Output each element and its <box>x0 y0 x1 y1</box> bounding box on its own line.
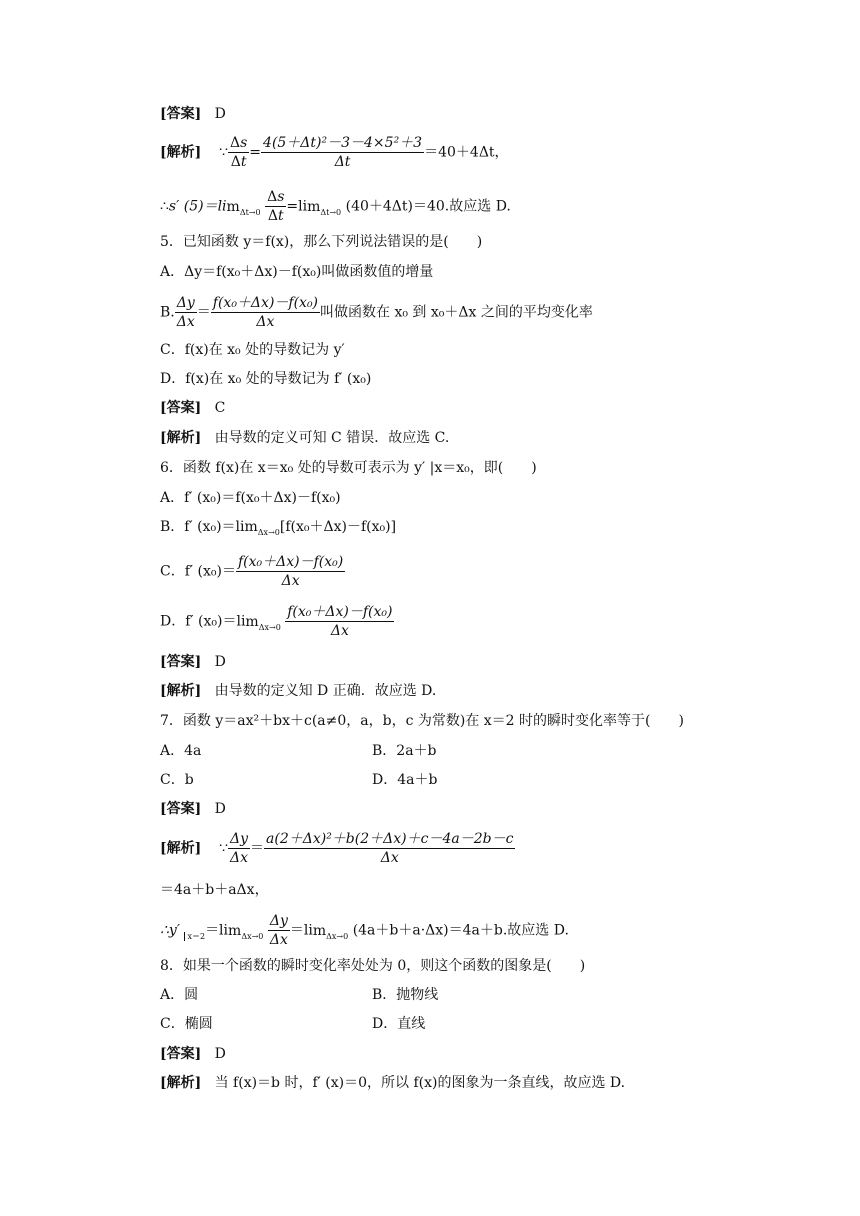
lim-m: m <box>228 922 242 939</box>
q4-analysis-line1 <box>160 134 509 171</box>
lim-subscript: Δt→0 <box>320 207 342 217</box>
analysis-label: [解析] <box>160 1075 202 1091</box>
analysis-label: [解析] <box>160 683 202 699</box>
analysis-label: [解析] <box>160 144 202 161</box>
frac-denominator: Δx <box>229 850 248 866</box>
derivative-symbol: ∴y′ <box>160 922 180 939</box>
q5-option-d: D．f(x)在 x₀ 处的导数记为 f′ (x₀) <box>160 371 372 387</box>
q5-option-c: C．f(x)在 x₀ 处的导数记为 y′ <box>160 342 345 358</box>
fraction-dy-dx <box>175 294 197 331</box>
limit-result: (40＋4Δt)＝40.故应选 D. <box>345 198 511 215</box>
q6-option-c <box>160 553 345 590</box>
q8-option-c: C．椭圆 <box>160 1016 213 1032</box>
lim-m: m <box>226 198 240 215</box>
option-b-start: B．f′ (x₀)＝li <box>160 519 245 535</box>
answer-value: D <box>214 1046 226 1062</box>
lim-m: m <box>307 198 321 215</box>
frac-numerator: 4(5＋Δt)²－3－4×5²＋3 <box>263 135 423 151</box>
equals-sign: = <box>249 144 262 161</box>
lim-li: ＝li <box>289 922 313 939</box>
frac-num-var: s <box>277 189 285 205</box>
frac-numerator: f(x₀＋Δx)－f(x₀) <box>287 604 393 620</box>
answer-value: C <box>214 400 226 416</box>
q8-stem: 8．如果一个函数的瞬时变化率处处为 0，则这个函数的图象是( ) <box>160 958 586 974</box>
equals-sign: ＝ <box>250 840 265 857</box>
lim-m: m <box>245 613 259 630</box>
frac-numerator: Δy <box>229 831 249 847</box>
lim-m: m <box>244 519 258 535</box>
q8-option-b: B．抛物线 <box>372 987 439 1003</box>
q4-analysis-line2: ∴s′ $(5)=\lim_{\Delta t\to 0}$ $\frac{\Delta s}{\Delta t}$ $=\lim_{\Delta t\to 0}$ (40＋4Δt)＝40.故应选 D. <box>160 189 511 224</box>
lim-subscript: Δx→0 <box>241 931 264 941</box>
q8-option-a: A．圆 <box>160 987 199 1003</box>
option-b-text: 叫做函数在 x₀ 到 x₀＋Δx 之间的平均变化率 <box>320 304 593 321</box>
limit-result: (4a＋b＋a·Δx)＝4a＋b.故应选 D. <box>352 922 569 939</box>
equation-result: ＝40＋4Δt， <box>424 144 509 161</box>
frac-denominator: Δx <box>330 623 349 639</box>
frac-num-delta: Δ <box>267 189 278 205</box>
fraction-ds-dt-2 <box>265 188 286 225</box>
therefore-symbol: ∴ <box>160 198 169 215</box>
q7-stem: 7．函数 y＝ax²＋bx＋c(a≠0，a，b，c 为常数)在 x＝2 时的瞬时变化率等于( ) <box>160 713 684 729</box>
evaluation-subscript: x＝2 <box>184 932 205 941</box>
frac-denominator: Δx <box>380 850 399 866</box>
lim-subscript: Δt→0 <box>239 207 261 217</box>
frac-den-delta: Δ <box>267 208 278 224</box>
analysis-text: 当 f(x)＝b 时，f′ (x)＝0，所以 f(x)的图象为一条直线，故应选 D. <box>214 1075 626 1091</box>
q5-option-b <box>160 294 593 331</box>
q7-analysis-line3 <box>160 912 569 949</box>
answer-label: [答案] <box>160 400 202 416</box>
analysis-label: [解析] <box>160 840 202 857</box>
fraction-difference-quotient <box>285 603 394 640</box>
q5-answer-line <box>160 398 225 418</box>
fraction-difference-quotient <box>211 294 320 331</box>
option-d-start: D．f′ (x₀)＝li <box>160 613 246 630</box>
q8-analysis-line <box>160 1073 625 1093</box>
lim-m: m <box>312 922 327 939</box>
answer-label: [答案] <box>160 106 202 122</box>
answer-value: D <box>214 654 226 670</box>
equals-sign: ＝ <box>196 304 211 321</box>
fraction-ds-dt <box>228 134 249 171</box>
q8-answer-line <box>160 1044 226 1064</box>
frac-denominator: Δx <box>256 314 275 330</box>
q6-option-d <box>160 603 394 640</box>
analysis-text: 由导数的定义可知 C 错误．故应选 C. <box>214 430 450 446</box>
q6-option-b <box>160 517 396 539</box>
equals-sign: = <box>286 198 299 215</box>
q7-option-c: C．b <box>160 772 194 788</box>
option-c-start: C．f′ (x₀)＝ <box>160 563 236 580</box>
frac-den-var: t <box>277 208 284 224</box>
frac-den-delta: Δ <box>230 154 241 170</box>
fraction-expression <box>264 830 515 867</box>
frac-numerator: f(x₀＋Δx)－f(x₀) <box>237 554 344 570</box>
answer-label: [答案] <box>160 801 202 817</box>
derivative-expression: s′ (5)＝li <box>168 198 227 215</box>
frac-num-delta: Δ <box>229 135 241 151</box>
frac-numerator: Δy <box>176 295 195 311</box>
q7-option-a: A．4a <box>160 743 202 759</box>
q6-stem: 6．函数 f(x)在 x＝x₀ 处的导数可表示为 y′ |x＝x₀，即( ) <box>160 460 537 476</box>
because-symbol: ∵ <box>219 840 228 857</box>
q7-analysis-line1 <box>160 830 515 867</box>
q6-answer-line <box>160 652 226 672</box>
frac-den-var: t <box>240 154 247 170</box>
q6-option-a: A．f′ (x₀)＝f(x₀＋Δx)－f(x₀) <box>160 490 341 506</box>
fraction-dy-dx <box>228 830 250 867</box>
frac-num-var: s <box>240 135 248 151</box>
analysis-text: 由导数的定义知 D 正确．故应选 D. <box>214 683 437 699</box>
fraction-dy-dx <box>268 912 290 949</box>
frac-numerator: f(x₀＋Δx)－f(x₀) <box>212 295 319 311</box>
lim-subscript: Δx→0 <box>258 622 281 632</box>
answer-label: [答案] <box>160 654 202 670</box>
frac-denominator: Δt <box>334 154 351 170</box>
q7-answer-line <box>160 799 226 819</box>
q7-analysis-line2: ＝4a＋b＋aΔx， <box>160 882 269 898</box>
answer-value: D <box>214 106 226 122</box>
q6-analysis-line <box>160 681 436 701</box>
lim-li: ＝li <box>205 922 229 939</box>
lim-subscript: Δx→0 <box>257 528 280 537</box>
frac-denominator: Δx <box>176 314 195 330</box>
option-b-prefix: B. <box>160 304 175 321</box>
frac-denominator: Δx <box>281 573 300 589</box>
answer-label: [答案] <box>160 1046 202 1062</box>
frac-numerator: a(2＋Δx)²＋b(2＋Δx)＋c－4a－2b－c <box>266 831 514 847</box>
q7-option-d: D．4a＋b <box>372 772 438 788</box>
fraction-expression <box>261 134 424 171</box>
q4-answer-line <box>160 104 226 124</box>
frac-denominator: Δx <box>269 932 288 948</box>
option-b-end: [f(x₀＋Δx)－f(x₀)] <box>279 519 397 535</box>
because-symbol: ∵ <box>219 144 228 161</box>
q7-option-b: B．2a＋b <box>372 743 437 759</box>
q5-stem: 5．已知函数 y＝f(x)，那么下列说法错误的是( ) <box>160 234 483 250</box>
analysis-label: [解析] <box>160 430 202 446</box>
q8-option-d: D．直线 <box>372 1016 426 1032</box>
fraction-difference-quotient <box>236 553 345 590</box>
q5-analysis-line <box>160 428 449 448</box>
lim-subscript: Δx→0 <box>326 931 349 941</box>
q5-option-a: A．Δy＝f(x₀＋Δx)－f(x₀)叫做函数值的增量 <box>160 264 434 280</box>
frac-numerator: Δy <box>269 913 288 929</box>
answer-value: D <box>214 801 226 817</box>
